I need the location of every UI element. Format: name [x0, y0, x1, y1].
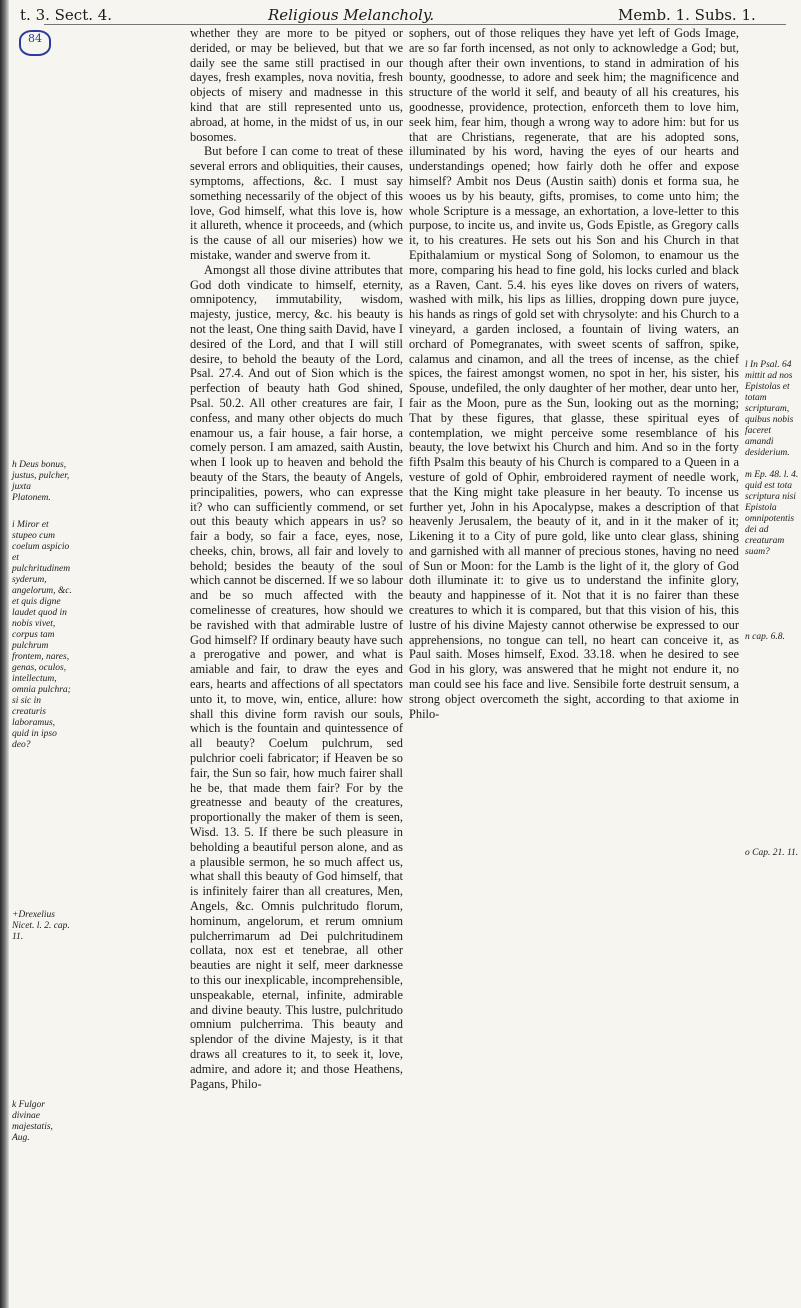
header-section-label: t. 3. Sect. 4.	[20, 6, 113, 24]
right-text-column	[409, 26, 739, 721]
page-number-stamp	[19, 30, 51, 56]
header-member-label: Memb. 1. Subs. 1.	[618, 6, 756, 24]
paragraph: whether they are more to be pityed or derided, or may be believed, but that we daily see the same still practised in our dayes, fresh examples, nova novitia, fresh objects of misery and madnesse in this kind that are still represented unto us, abroad, at home, in the midst of us, in our bosomes.	[190, 26, 403, 144]
margin-note-o: o Cap. 21. 11.	[745, 848, 799, 858]
paragraph: But before I can come to treat of these several errors and obliquities, their causes, symptoms, affections, &c. I must say something necessarily of the object of this love, God himself, what this love is, how it allureth, whence it proceeds, and (which is the cause of all our miseries) how we mistake, wander and swerve from it.	[190, 144, 403, 262]
left-text-column	[190, 26, 403, 1091]
margin-note-m: m Ep. 48. l. 4. quid est tota scriptura nisi Epistola omnipotentis dei ad creaturam suam?	[745, 470, 799, 557]
paragraph: Amongst all those divine attributes that God doth vindicate to himself, eternity, omnipotency, immutability, wisdom, majesty, justice, mercy, &c. his beauty is not the least, One thing saith David, have I desired of the Lord, and that I will still desire, to behold the beauty of the Lord, Psal. 27.4. And out of Sion which is the perfection of beauty hath God shined, Psal. 50.2. All other creatures are fair, I confess, and many other objects do much enamour us, a fair house, a fair horse, a comely person. I am amazed, saith Austin, when I look up to heaven and behold the beauty of the Stars, the beauty of Angels, principalities, powers, who can expresse it? who can sufficiently commend, or set out this beauty which appears in us? so fair a body, so fair a face, eyes, nose, cheeks, chin, brows, all fair and lovely to behold; besides the beauty of the soul which cannot be discerned. If we so labour and be so much affected with the comelinesse of creatures, how should we be ravished with that admirable lustre of God himself? If ordinary beauty have such a prerogative and power, and what is amiable and fair, to draw the eyes and ears, hearts and affections of all spectators unto it, to move, win, entice, allure: how shall this divine form ravish our souls, which is the fountain and quintessence of all beauty? Coelum pulchrum, sed pulchrior coeli fabricator; if Heaven be so fair, the Sun so fair, how much fairer shall he be, that made them fair? For by the greatnesse and beauty of the creatures, proportionally the maker of them is seen, Wisd. 13. 5. If there be such pleasure in beholding a beautiful person alone, and as a plausible sermon, he so much affect us, what shall this beauty of God himself, that is infinitely fairer than all creatures, Men, Angels, &c. Omnis pulchritudo florum, hominum, angelorum, et rerum omnium pulcherrimarum ad Dei pulchritudinem collata, nox est et tenebrae, all other beauties are night it self, meer darknesse to this our inexplicable, incomprehensible, unspeakable, eternal, infinite, admirable and divine beauty. This lustre, pulchritudo omnium pulcherrima. This beauty and splendor of the divine Majesty, is it that draws all creatures to it, to seek it, love, admire, and adore it; and those Heathens, Pagans, Philo-	[190, 262, 403, 1091]
margin-note-l: l In Psal. 64 mittit ad nos Epistolas et totam scripturam, quibus nobis faceret amandi desiderium.	[745, 360, 794, 458]
margin-note-i: i Miror et stupeo cum coelum aspicio et pulchritudinem syderum, angelorum, &c. et quis digne laudet quod in nobis vivet, corpus tam pulchrum frontem, nares, genas, oculos, intellectum, omnia pulchra; si sic in creaturis laboramus, quid in ipso deo?	[12, 520, 72, 750]
margin-note-n: n cap. 6.8.	[745, 632, 785, 642]
header-rule	[44, 24, 786, 25]
margin-note-k: k Fulgor divinae majestatis, Aug.	[12, 1100, 53, 1143]
margin-note-h: h Deus bonus, justus, pulcher, juxta Platonem.	[12, 460, 70, 503]
header-title: Religious Melancholy.	[268, 6, 435, 24]
margin-note-drexelius: +Drexelius Nicet. l. 2. cap. 11.	[12, 910, 70, 942]
binding-edge-shadow	[0, 0, 9, 1308]
page-number: 84	[28, 32, 42, 45]
running-header	[12, 4, 801, 26]
paragraph: sophers, out of those reliques they have yet left of Gods Image, are so far forth incensed, as not only to acknowledge a God; but, though after their own inventions, to stand in admiration of his bounty, goodnesse, to adore and seek him; the magnificence and structure of the world it self, and beauty of all his creatures, his goodnesse, providence, protection, enforceth them to love him, seek him, fear him, though a wrong way to adore him: but for us that are Christians, regenerate, that are his adopted sons, illuminated by his word, having the eyes of our hearts and understandings opened; how fairly doth he offer and expose himself? Ambit nos Deus (Austin saith) donis et forma sua, he wooes us by his beauty, gifts, promises, to come unto him; the whole Scripture is a message, an exhortation, a love-letter to this purpose, to incite us, and invite us, Gods Epistle, as Gregory calls it, to his creatures. He sets out his Son and his Church in that Epithalamium or mystical Song of Solomon, to enamour us the more, comparing his head to fine gold, his locks curled and black as a Raven, Cant. 5.4. his eyes like doves on rivers of waters, washed with milk, his lips as lillies, dropping down pure juyce, his hands as rings of gold set with chrysolyte: and his Church to a vineyard, a garden inclosed, a fountain of living waters, an orchard of Pomegranates, with sweet scents of saffron, spike, calamus and cinamon, and all the trees of incense, as the chief spices, the fairest amongst women, no spot in her, his sister, his Spouse, undefiled, the only daughter of her mother, dear unto her, fair as the Moon, pure as the Sun, looking out as the morning; That by these figures, that glasse, these spiritual eyes of contemplation, we might perceive some resemblance of his beauty, the love betwixt his Church and him. And so in the forty fifth Psalm this beauty of his Church is compared to a Queen in a vesture of gold of Ophir, embroidered rayment of needle work, that the King might take pleasure in her beauty. To incense us further yet, John in his Apocalypse, makes a description of that heavenly Jerusalem, the beauty of it, and in it the maker of it; Likening it to a City of pure gold, like unto clear glass, shining and garnished with all manner of precious stones, having no need of Sun or Moon: for the Lamb is the light of it, the glory of God doth illuminate it: to give us to understand the infinite glory, beauty and happinesse of it. Not that it is no fairer than these creatures to which it is compared, but that this vision of his, this lustre of his divine Majesty cannot otherwise be expressed to our apprehensions, no tongue can tell, no heart can conceive it, as Paul saith. Moses himself, Exod. 33.18. when he desired to see God in his glory, was answered that he might not endure it, no man could see his face and live. Sensibile forte destruit sensum, a strong object overcometh the sight, according to that axiome in Philo-	[409, 26, 739, 721]
